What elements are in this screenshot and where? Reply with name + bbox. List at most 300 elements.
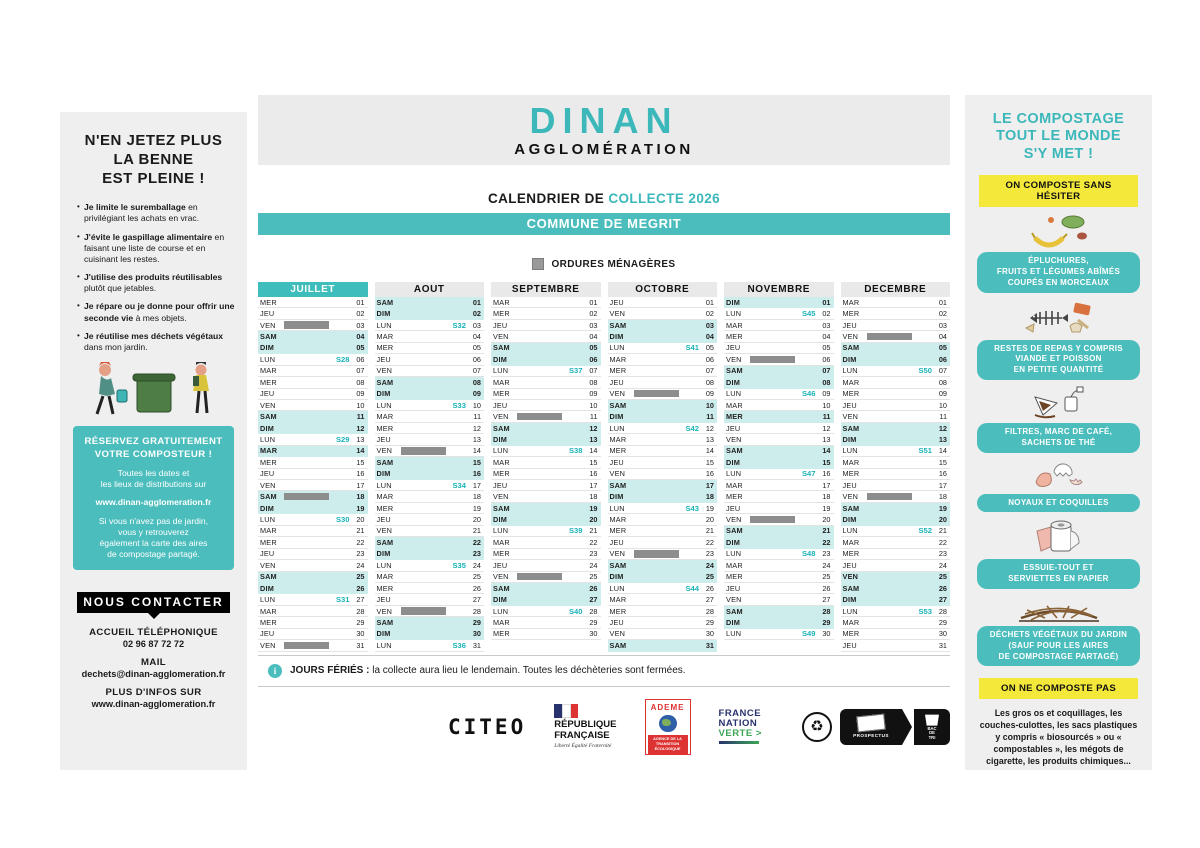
calendar-day-row [724,354,834,365]
calendar-day-row [491,514,601,525]
day-number: 26 [356,583,365,593]
day-of-week: VEN [726,434,742,444]
day-number: 02 [589,309,598,319]
day-number: 30 [822,629,831,639]
day-of-week: LUN [260,354,276,364]
compost-label: NOYAUX ET COQUILLES [977,494,1140,513]
calendar-day-row [724,389,834,400]
calendar-day-row [841,560,951,571]
day-number: 21 [356,526,365,536]
collection-day-bar [517,573,562,580]
calendar-day-row [724,583,834,594]
compost-label: ESSUIE-TOUT ET SERVIETTES EN PAPIER [977,559,1140,589]
day-number: 31 [356,640,365,650]
day-of-week: MAR [609,434,627,444]
day-of-week: LUN [726,389,742,399]
day-number: 22 [356,537,365,547]
day-number: 19 [938,503,947,513]
day-number: 04 [589,332,598,342]
day-number: 16 [356,469,365,479]
day-of-week: MER [842,469,860,479]
day-of-week: JEU [493,320,508,330]
day-of-week: JEU [726,423,741,433]
logo-dinan: DINAN [529,99,679,141]
day-of-week: VEN [842,572,859,582]
calendar-day-row [491,606,601,617]
calendar-day-row [608,434,718,445]
month-header: NOVEMBRE [724,282,834,297]
day-of-week: JEU [376,595,391,605]
day-number: 06 [822,354,831,364]
day-number: 01 [356,297,365,307]
day-number: 08 [472,377,481,387]
garden-illustration [1017,594,1101,624]
day-number: 20 [589,515,598,525]
week-number: S49 [801,629,816,639]
calendar-grid [258,282,950,652]
day-of-week: JEU [260,549,275,559]
day-of-week: MER [376,583,394,593]
calendar-day-row [375,480,485,491]
calendar-day-row [491,411,601,422]
day-of-week: SAM [842,583,860,593]
left-panel-heading: N'EN JETEZ PLUS LA BENNE EST PLEINE ! [84,132,223,187]
day-of-week: VEN [842,412,859,422]
day-of-week: LUN [260,434,276,444]
day-number: 12 [705,423,714,433]
calendar-main [258,0,950,755]
calendar-day-row [375,308,485,319]
day-of-week: VEN [376,606,393,616]
month-header: DECEMBRE [841,282,951,297]
day-of-week: LUN [493,366,509,376]
day-of-week: LUN [376,320,392,330]
calendar-day-row [375,583,485,594]
day-number: 11 [706,412,714,422]
citeo-logo: CITEO [448,714,527,739]
calendar-day-row [375,560,485,571]
calendar-day-row [258,411,368,422]
calendar-day-row [841,526,951,537]
calendar-day-row [258,572,368,583]
day-of-week: JEU [842,320,857,330]
day-number: 11 [589,412,598,422]
day-number: 09 [589,389,598,399]
day-of-week: MER [493,309,510,319]
day-number: 14 [705,446,714,456]
day-of-week: LUN [726,629,742,639]
calendar-day-row [724,606,834,617]
calendar-day-row [608,389,718,400]
collection-day-bar [867,493,912,500]
calendar-day-row [375,629,485,640]
day-number: 24 [472,560,481,570]
calendar-day-row [608,572,718,583]
eco-tips-list [71,202,236,353]
reserve-text-2: Si vous n'avez pas de jardin, vous y retrouverez également la carte des aires de compostage partagé. [98,515,209,560]
day-number: 09 [938,389,947,399]
calendar-day-row [608,297,718,308]
day-of-week: JEU [260,389,275,399]
calendar-day-row [258,617,368,628]
compost-item-paper [975,517,1142,589]
day-of-week: VEN [609,629,626,639]
calendar-day-row [608,526,718,537]
calendar-day-row [258,480,368,491]
calendar-day-row [724,446,834,457]
calendar-day-row [608,377,718,388]
day-number: 05 [472,343,481,353]
day-number: 09 [822,389,831,399]
day-of-week: SAM [726,606,743,616]
calendar-day-row [491,617,601,628]
day-of-week: LUN [493,446,509,456]
calendar-day-row [375,572,485,583]
day-of-week: MER [260,457,277,467]
day-of-week: MAR [609,354,627,364]
day-number: 26 [822,583,831,593]
calendar-day-row [491,560,601,571]
day-of-week: VEN [726,354,742,364]
calendar-title-teal: COLLECTE 2026 [608,191,721,206]
calendar-day-row [375,526,485,537]
calendar-day-row [608,423,718,434]
composting-heading: LE COMPOSTAGE TOUT LE MONDE S'Y MET ! [992,111,1125,162]
day-number: 02 [705,309,714,319]
contact-banner: NOUS CONTACTER [77,592,230,613]
day-of-week: MAR [376,492,394,502]
day-of-week: DIM [260,343,274,353]
day-number: 28 [822,606,831,616]
french-flag-icon [554,704,578,718]
day-number: 18 [356,492,365,502]
day-of-week: LUN [726,549,742,559]
day-of-week: MER [376,503,394,513]
compost-item-coffee [975,385,1142,453]
calendar-day-row [724,297,834,308]
day-number: 10 [356,400,365,410]
day-of-week: SAM [609,640,627,650]
collection-day-bar [634,550,679,557]
calendar-day-row [491,594,601,605]
day-of-week: LUN [609,503,625,513]
day-of-week: VEN [726,515,742,525]
calendar-day-row [841,354,951,365]
day-number: 01 [938,297,947,307]
calendar-day-row [258,366,368,377]
day-number: 22 [938,537,947,547]
shells-illustration [1030,458,1088,492]
day-of-week: DIM [609,332,624,342]
day-of-week: VEN [609,389,626,399]
day-of-week: JEU [609,377,624,387]
day-of-week: MAR [260,446,278,456]
calendar-day-row [258,594,368,605]
day-number: 27 [356,595,365,605]
day-number: 13 [472,434,481,444]
day-of-week: JEU [493,400,508,410]
calendar-day-row [375,503,485,514]
calendar-day-row [375,446,485,457]
day-of-week: MER [493,389,510,399]
calendar-day-row [608,537,718,548]
calendar-day-row [841,320,951,331]
day-of-week: SAM [726,526,743,536]
calendar-day-row [258,503,368,514]
calendar-day-row [608,640,718,651]
collection-day-bar [517,413,562,420]
day-of-week: MER [842,309,860,319]
day-of-week: MAR [493,377,510,387]
calendar-day-row [841,400,951,411]
calendar-day-row [491,583,601,594]
calendar-day-row [375,606,485,617]
day-number: 07 [938,366,947,376]
day-number: 12 [822,423,831,433]
day-of-week: MAR [726,400,743,410]
day-of-week: SAM [260,332,277,342]
day-number: 24 [938,560,947,570]
calendar-day-row [841,640,951,651]
calendar-day-row [375,331,485,342]
day-of-week: LUN [609,423,625,433]
day-of-week: MER [376,423,394,433]
calendar-day-row [258,560,368,571]
day-number: 04 [822,332,831,342]
day-of-week: MAR [842,617,860,627]
eco-tip: • J'évite le gaspillage alimentaire en faisant une liste de course et en cuisinant les restes. [77,232,236,266]
day-number: 14 [822,446,831,456]
contact-block [71,627,236,709]
calendar-day-row [375,514,485,525]
calendar-day-row [724,526,834,537]
week-number: S37 [568,366,583,376]
compost-people-illustration [75,360,233,420]
calendar-day-row [375,640,485,651]
day-of-week: MAR [493,457,510,467]
commune-bar: COMMUNE DE MEGRIT [258,213,950,235]
day-number: 09 [472,389,481,399]
day-number: 24 [356,560,365,570]
day-of-week: VEN [842,332,859,342]
calendar-day-row [491,491,601,502]
day-number: 03 [938,320,947,330]
day-of-week: JEU [376,434,391,444]
calendar-day-row [491,308,601,319]
day-of-week: LUN [842,606,858,616]
calendar-day-row [841,377,951,388]
day-of-week: SAM [260,412,277,422]
calendar-day-row [841,423,951,434]
calendar-day-row [724,308,834,319]
prospectus-icon: PROSPECTUS [840,709,902,745]
day-number: 02 [822,309,831,319]
day-number: 14 [938,446,947,456]
calendar-day-row [724,491,834,502]
day-number: 25 [472,572,481,582]
day-of-week: DIM [842,595,857,605]
calendar-day-row [608,331,718,342]
eco-tip: • Je limite le suremballage en privilégiant les achats en vrac. [77,202,236,224]
day-number: 26 [938,583,947,593]
day-of-week: JEU [260,309,275,319]
day-of-week: LUN [609,583,625,593]
composting-panel [965,95,1152,770]
arrow-right-icon [902,709,912,745]
week-number: S52 [918,526,932,536]
globe-icon [659,715,677,733]
eco-tip: • Je répare ou je donne pour offrir une seconde vie à mes objets. [77,301,236,323]
calendar-day-row [724,423,834,434]
day-number: 10 [705,400,714,410]
day-number: 19 [705,503,714,513]
calendar-day-row [258,549,368,560]
day-of-week: SAM [609,320,627,330]
day-number: 23 [472,549,481,559]
day-of-week: MAR [842,377,860,387]
calendar-day-row [841,308,951,319]
day-number: 17 [472,480,481,490]
calendar-day-row [375,469,485,480]
calendar-day-row [491,423,601,434]
calendar-day-row [608,411,718,422]
week-number: S41 [685,343,699,353]
calendar-day-row [608,549,718,560]
calendar-day-row [608,366,718,377]
day-number: 20 [472,515,481,525]
partner-logos-row [258,699,950,755]
day-of-week: VEN [376,446,393,456]
week-number: S51 [918,446,932,456]
day-of-week: MER [493,629,510,639]
calendar-day-row [841,366,951,377]
day-number: 22 [822,537,831,547]
day-number: 30 [472,629,481,639]
day-of-week: DIM [609,572,624,582]
calendar-day-row [841,331,951,342]
collection-day-bar [867,333,912,340]
day-of-week: JEU [260,629,275,639]
collection-day-bar [284,321,329,328]
calendar-day-row [491,526,601,537]
calendar-day-row [258,606,368,617]
day-number: 25 [938,572,947,582]
day-of-week: VEN [842,492,859,502]
compost-label: DÉCHETS VÉGÉTAUX DU JARDIN (SAUF POUR LES AIRES DE COMPOSTAGE PARTAGÉ) [977,626,1140,666]
day-of-week: JEU [842,560,857,570]
calendar-day-row [491,434,601,445]
collection-day-bar [750,356,795,363]
week-number: S34 [452,480,466,490]
day-number: 04 [472,332,481,342]
day-number: 01 [822,297,831,307]
calendar-day-row [375,434,485,445]
contact-value: dechets@dinan-agglomeration.fr [81,669,226,680]
day-of-week: JEU [609,617,624,627]
day-of-week: SAM [376,617,394,627]
day-number: 11 [822,412,831,422]
calendar-day-row [724,331,834,342]
day-number: 29 [589,617,598,627]
logo-agglomeration: AGGLOMÉRATION [514,140,694,158]
calendar-day-row [491,400,601,411]
day-of-week: LUN [260,595,276,605]
day-of-week: MAR [376,412,394,422]
day-of-week: LUN [726,469,742,479]
day-number: 28 [356,606,365,616]
calendar-day-row [491,480,601,491]
peelings-illustration [1027,212,1091,250]
day-of-week: JEU [726,343,741,353]
no-compost-text: Les gros os et coquillages, les couches-culottes, les sacs plastiques y compris « biosourcés » ou « compostables », les mégots de cigarette, les produits chimiques... [979,708,1138,766]
day-number: 03 [472,320,481,330]
day-number: 21 [822,526,831,536]
day-number: 27 [822,595,831,605]
calendar-day-row [258,629,368,640]
calendar-day-row [608,457,718,468]
republique-francaise-logo: RÉPUBLIQUE FRANÇAISE Liberté Égalité Fraternité [554,704,616,749]
calendar-day-row [841,480,951,491]
day-of-week: VEN [260,560,276,570]
compost-item-shells [975,458,1142,513]
info-icon: i [268,664,282,678]
day-number: 31 [705,640,714,650]
calendar-day-row [491,354,601,365]
day-number: 25 [589,572,598,582]
day-number: 13 [822,434,831,444]
day-number: 06 [705,354,714,364]
day-number: 25 [822,572,831,582]
triman-recycling-icon: ♻ [802,712,832,742]
calendar-day-row [724,549,834,560]
calendar-day-row [258,457,368,468]
calendar-day-row [608,400,718,411]
day-number: 13 [589,434,598,444]
week-number: S43 [685,503,699,513]
france-nation-verte-logo: FRANCE NATION VERTE > [719,709,762,744]
calendar-day-row [841,343,951,354]
day-number: 29 [822,617,831,627]
calendar-title-black: CALENDRIER DE [487,191,609,206]
calendar-day-row [375,320,485,331]
calendar-day-row [724,400,834,411]
day-number: 30 [938,629,947,639]
calendar-day-row [841,572,951,583]
calendar-day-row [258,354,368,365]
calendar-day-row [491,446,601,457]
day-of-week: SAM [260,572,277,582]
day-of-week: DIM [726,537,740,547]
calendar-day-row [724,537,834,548]
day-number: 31 [472,640,481,650]
calendar-day-row [491,320,601,331]
day-number: 28 [705,606,714,616]
calendar-day-row [608,617,718,628]
day-number: 09 [705,389,714,399]
day-number: 10 [472,400,481,410]
calendar-day-row [724,320,834,331]
day-of-week: SAM [609,560,627,570]
rf-motto: Liberté Égalité Fraternité [554,742,612,749]
calendar-day-row [608,308,718,319]
calendar-day-row [375,411,485,422]
calendar-day-row [608,629,718,640]
calendar-day-row [608,354,718,365]
day-number: 15 [822,457,831,467]
day-number: 06 [589,354,598,364]
day-number: 06 [938,354,947,364]
day-of-week: MER [609,606,627,616]
